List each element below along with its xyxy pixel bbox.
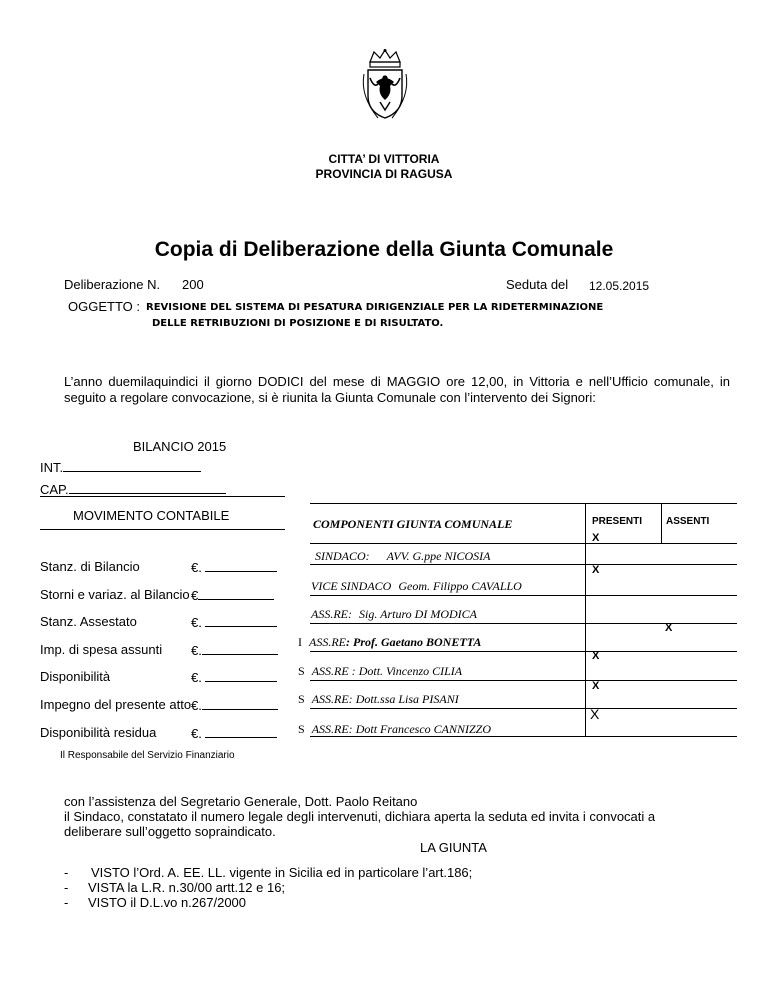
finance-row-label: Imp. di spesa assunti	[40, 642, 163, 657]
subject-line-2: DELLE RETRIBUZIONI DI POSIZIONE E DI RISULTATO.	[152, 318, 444, 329]
int-label: INT.	[40, 459, 201, 475]
finance-row-currency: €.	[191, 725, 277, 741]
member-role: ASS.RE	[309, 635, 346, 649]
closing-line-3: deliberare sull’oggetto sopraindicato.	[64, 824, 276, 839]
intro-paragraph: L’anno duemilaquindici il giorno DODICI del mese di MAGGIO ore 12,00, in Vittoria e nell’Ufficio comunale, in seguito a regolare convocazione, si è riunita la Giunta Comunale con l’intervento dei Signori:	[64, 374, 730, 405]
page-title: Copia di Deliberazione della Giunta Comunale	[154, 238, 614, 261]
attendance-mark: X	[665, 622, 673, 634]
council-member-row	[311, 607, 477, 622]
session-label: Seduta del	[506, 277, 569, 292]
list-item-text: VISTO il D.L.vo n.267/2000	[88, 895, 247, 910]
member-name: AVV. G.ppe NICOSIA	[386, 549, 491, 563]
movement-title: MOVIMENTO CONTABILE	[73, 508, 230, 523]
member-name: : Prof. Gaetano BONETTA	[346, 635, 482, 649]
member-role: ASS.RE:	[311, 722, 353, 736]
finance-row-currency: €	[191, 587, 274, 603]
finance-row-currency: €.	[191, 559, 277, 575]
member-prefix: S	[298, 722, 305, 736]
council-member-row	[298, 635, 481, 650]
attendance-mark: X	[592, 564, 600, 576]
bullet-dash: -	[64, 880, 69, 895]
member-role: SINDACO:	[315, 549, 370, 563]
city-name: CITTA’ DI VITTORIA	[328, 152, 440, 166]
finance-row-label: Stanz. Assestato	[40, 614, 137, 629]
attendance-mark: X	[592, 532, 600, 544]
finance-row-label: Stanz. di Bilancio	[40, 559, 140, 574]
finance-row-label: Disponibilità residua	[40, 725, 157, 740]
finance-row-label: Storni e variaz. al Bilancio	[40, 587, 190, 602]
member-prefix: S	[298, 692, 305, 706]
subject-line-1: REVISIONE DEL SISTEMA DI PESATURA DIRIGENZIALE PER LA RIDETERMINAZIONE	[146, 302, 604, 313]
council-member-row	[298, 692, 459, 707]
member-role: ASS.RE:	[311, 607, 352, 621]
attendance-mark: X	[592, 650, 600, 662]
subject-label: OGGETTO :	[68, 299, 140, 314]
attendance-mark: X	[592, 680, 600, 692]
finance-row-currency: €.	[191, 642, 278, 658]
attendance-mark: X	[590, 706, 600, 722]
council-member-row	[298, 722, 491, 737]
la-giunta-heading: LA GIUNTA	[420, 840, 487, 855]
list-item-text: VISTO l’Ord. A. EE. LL. vigente in Sicilia ed in particolare l’art.186;	[91, 865, 473, 880]
finance-row-currency: €.	[191, 669, 277, 685]
bullet-dash: -	[64, 895, 69, 910]
member-role: ASS.RE :	[311, 664, 356, 678]
council-member-row	[311, 579, 522, 594]
member-name: Geom. Filippo CAVALLO	[398, 579, 522, 593]
finance-row-currency: €.	[191, 697, 278, 713]
header-present: PRESENTI	[592, 516, 643, 527]
finance-row-label: Impegno del presente atto	[40, 697, 192, 712]
cap-label: CAP.	[40, 481, 226, 497]
member-name: Sig. Arturo DI MODICA	[359, 607, 477, 621]
member-role: VICE SINDACO	[311, 579, 392, 593]
deliberation-number-label: Deliberazione N.	[64, 277, 161, 292]
session-date: 12.05.2015	[589, 279, 650, 293]
council-member-row	[298, 664, 462, 679]
financial-responsible: Il Responsabile del Servizio Finanziario	[60, 750, 235, 761]
closing-line-2: il Sindaco, constatato il numero legale degli intervenuti, dichiara aperta la seduta ed invita i convocati a	[64, 809, 656, 824]
header-members: COMPONENTI GIUNTA COMUNALE	[313, 517, 513, 531]
list-item-text: VISTA la L.R. n.30/00 artt.12 e 16;	[88, 880, 286, 895]
member-prefix: I	[298, 635, 302, 649]
member-name: Dott Francesco CANNIZZO	[355, 722, 492, 736]
deliberation-number: 200	[182, 277, 204, 292]
budget-year: BILANCIO 2015	[133, 439, 227, 454]
bullet-dash: -	[64, 865, 69, 880]
member-role: ASS.RE:	[311, 692, 353, 706]
finance-row-currency: €.	[191, 614, 277, 630]
province-name: PROVINCIA DI RAGUSA	[315, 167, 453, 181]
member-name: Dott.ssa Lisa PISANI	[355, 692, 459, 706]
finance-row-label: Disponibilità	[40, 669, 111, 684]
council-member-row	[315, 549, 491, 564]
closing-line-1: con l’assistenza del Segretario Generale, Dott. Paolo Reitano	[64, 794, 418, 809]
header-absent: ASSENTI	[666, 516, 710, 527]
member-prefix: S	[298, 664, 305, 678]
city-coat-of-arms	[356, 48, 414, 122]
member-name: Dott. Vincenzo CILIA	[358, 664, 463, 678]
